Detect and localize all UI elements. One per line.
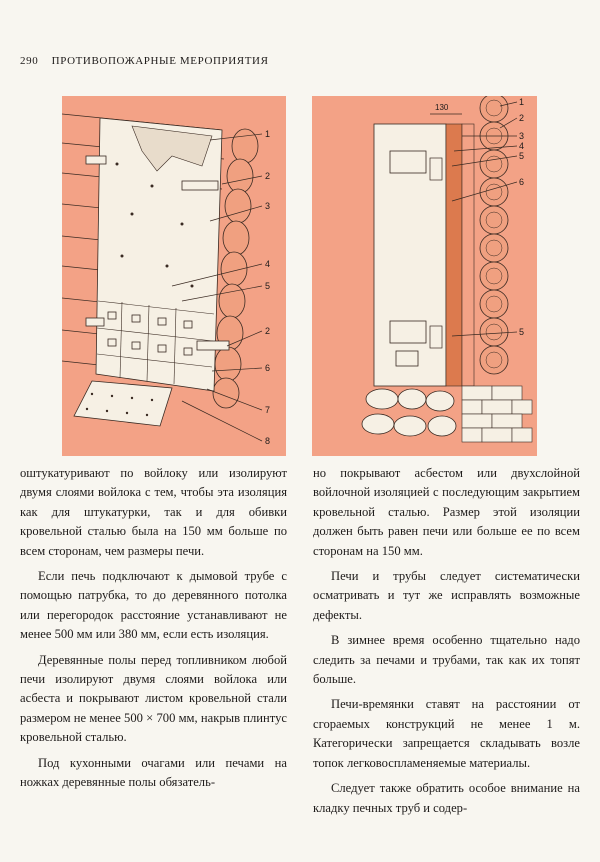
callout-1: 1 bbox=[519, 97, 525, 107]
brick-base bbox=[462, 386, 532, 442]
paragraph: но покрывают асбестом или двухслойной войлочной изоляцией с последующим закрытием кровельной сталью. Размер этой изоляции должен быть равен печи или больше ее по всем сторонам на 150 мм. bbox=[313, 466, 580, 558]
callout-4: 4 bbox=[265, 259, 271, 269]
paragraph: Если печь подключают к дымовой трубе с помощью патрубка, то до деревянного потолка или перегородок расстояние устанавливают не менее 500 мм или 380 мм, если есть изоляция. bbox=[20, 569, 287, 642]
text-column-right bbox=[313, 464, 580, 824]
callout-3: 3 bbox=[265, 201, 271, 211]
callout-1: 1 bbox=[265, 129, 271, 139]
figure-section-view bbox=[312, 96, 537, 456]
insulation-layer bbox=[446, 124, 462, 386]
callout-8: 8 bbox=[265, 436, 271, 446]
callout-5b: 5 bbox=[519, 327, 525, 337]
paragraph: оштукатуривают по войлоку или изолируют двумя слоями войлока с тем, чтобы эта изоляция как для штукатурки, так и для обивки кровельной сталью была на 150 мм больше по всем сторонам, чем размеры печи. bbox=[20, 466, 287, 558]
paragraph: Под кухонными очагами или печами на ножках деревянные полы обязатель- bbox=[20, 755, 287, 790]
paragraph: Печи-времянки ставят на расстоянии от сгораемых конструкций не менее 1 м. Категорически запрещается складывать возле топок легковоспламеняемые материалы. bbox=[313, 697, 580, 770]
figure-wall-insulation bbox=[62, 96, 286, 456]
callout-6: 6 bbox=[519, 177, 525, 187]
callout-5: 5 bbox=[519, 151, 525, 161]
callout-7: 7 bbox=[265, 405, 271, 415]
callout-5: 5 bbox=[265, 281, 271, 291]
text-column-left bbox=[20, 464, 287, 799]
paragraph: Деревянные полы перед топливником любой печи изолируют двумя слоями войлока или асбеста и покрывают листом кровельной стали размером не менее 500 × 700 мм, накрыв плинтус кровельной сталью. bbox=[20, 652, 287, 745]
running-header bbox=[20, 55, 269, 67]
paragraph: Печи и трубы следует систематически осматривать и тут же исправлять возможные дефекты. bbox=[313, 569, 580, 622]
paragraph: Следует также обратить особое внимание на кладку печных труб и содер- bbox=[313, 781, 580, 815]
callout-3: 3 bbox=[519, 131, 525, 141]
callout-2b: 2 bbox=[265, 326, 271, 336]
page-number: 290 bbox=[20, 55, 39, 67]
callout-2: 2 bbox=[519, 113, 525, 123]
running-head-title: ПРОТИВОПОЖАРНЫЕ МЕРОПРИЯТИЯ bbox=[51, 55, 269, 67]
callout-6: 6 bbox=[265, 363, 271, 373]
dimension-label: 130 bbox=[435, 103, 449, 112]
callout-2: 2 bbox=[265, 171, 271, 181]
paragraph: В зимнее время особенно тщательно надо следить за печами и трубами, так как их топят больше. bbox=[313, 633, 580, 687]
callout-4: 4 bbox=[519, 141, 525, 151]
